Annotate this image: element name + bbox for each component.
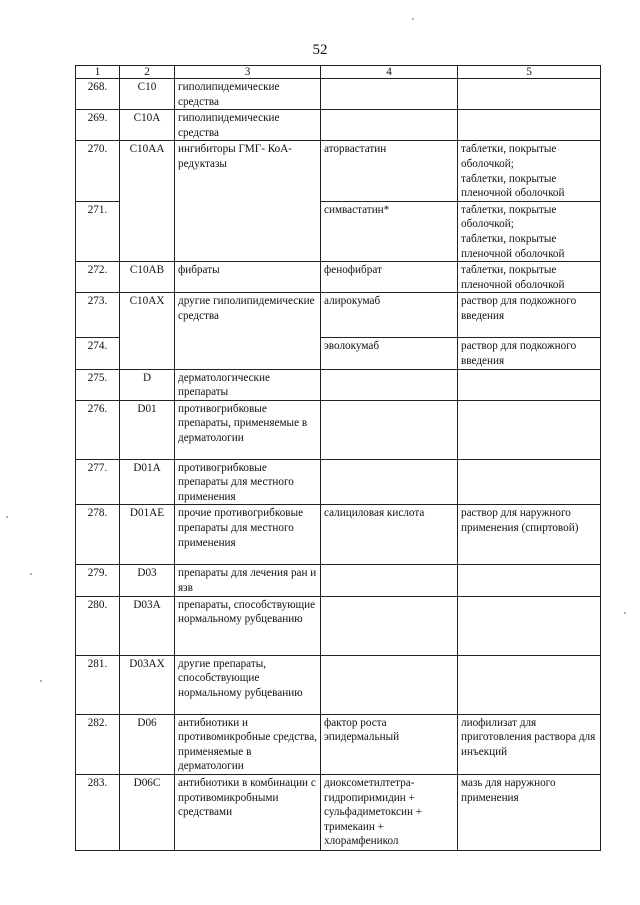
table-row — [76, 369, 601, 400]
dosage-form-cell — [458, 596, 601, 655]
drug-name-cell — [321, 596, 458, 655]
atc-code-cell: C10AB — [120, 262, 175, 293]
dosage-form-cell: раствор для подкожного введения — [458, 293, 601, 338]
dosage-form-cell — [458, 565, 601, 596]
group-name-cell: препараты для лечения ран и язв — [175, 565, 321, 596]
scan-speck — [40, 680, 42, 682]
table-header-row — [76, 66, 601, 79]
group-name-cell: фибраты — [175, 262, 321, 293]
row-number-cell: 271. — [76, 201, 120, 261]
row-number-cell: 281. — [76, 655, 120, 714]
dosage-form-cell — [458, 369, 601, 400]
row-number-cell: 282. — [76, 714, 120, 774]
group-name-cell: ингибиторы ГМГ- КоА-редуктазы — [175, 141, 321, 262]
atc-code-cell: D — [120, 369, 175, 400]
drug-name-cell: алирокумаб — [321, 293, 458, 338]
table-row — [76, 400, 601, 459]
row-number-cell: 273. — [76, 293, 120, 338]
table-row — [76, 596, 601, 655]
drug-name-cell — [321, 400, 458, 459]
column-header: 5 — [458, 66, 601, 79]
drug-name-cell — [321, 369, 458, 400]
atc-code-cell: C10 — [120, 79, 175, 110]
atc-code-cell: D03AX — [120, 655, 175, 714]
group-name-cell: препараты, способствующие нормальному рубцеванию — [175, 596, 321, 655]
table-row — [76, 459, 601, 505]
drug-name-cell — [321, 459, 458, 505]
group-name-cell: другие препараты, способствующие нормальному рубцеванию — [175, 655, 321, 714]
dosage-form-cell — [458, 110, 601, 141]
drug-name-cell — [321, 565, 458, 596]
table-row — [76, 775, 601, 851]
atc-code-cell: D06C — [120, 775, 175, 851]
drug-name-cell: симвастатин* — [321, 201, 458, 261]
drug-name-cell: диоксометилтетра-гидропиримидин + сульфадиметоксин + тримекаин + хлорамфеникол — [321, 775, 458, 851]
table-row — [76, 565, 601, 596]
atc-code-cell: D03A — [120, 596, 175, 655]
page-number: 52 — [312, 42, 328, 58]
table-row — [76, 79, 601, 110]
drug-table — [75, 65, 601, 851]
group-name-cell: другие гиполипидемические средства — [175, 293, 321, 369]
group-name-cell: антибиотики и противомикробные средства, применяемые в дерматологии — [175, 714, 321, 774]
column-header: 2 — [120, 66, 175, 79]
row-number-cell: 280. — [76, 596, 120, 655]
row-number-cell: 270. — [76, 141, 120, 201]
drug-name-cell — [321, 79, 458, 110]
drug-name-cell: аторвастатин — [321, 141, 458, 201]
table-body — [76, 79, 601, 851]
atc-code-cell: D03 — [120, 565, 175, 596]
table-row — [76, 655, 601, 714]
atc-code-cell: D01A — [120, 459, 175, 505]
dosage-form-cell: таблетки, покрытые оболочкой; таблетки, покрытые пленочной оболочкой — [458, 201, 601, 261]
drug-name-cell: салициловая кислота — [321, 505, 458, 565]
drug-name-cell: фактор роста эпидермальный — [321, 714, 458, 774]
group-name-cell: противогрибковые препараты, применяемые в дерматологии — [175, 400, 321, 459]
table-row — [76, 293, 601, 338]
table-row — [76, 141, 601, 201]
atc-code-cell: C10AA — [120, 141, 175, 262]
dosage-form-cell: раствор для подкожного введения — [458, 338, 601, 369]
row-number-cell: 272. — [76, 262, 120, 293]
row-number-cell: 283. — [76, 775, 120, 851]
drug-name-cell: фенофибрат — [321, 262, 458, 293]
group-name-cell: противогрибковые препараты для местного применения — [175, 459, 321, 505]
atc-code-cell: D01AE — [120, 505, 175, 565]
dosage-form-cell: мазь для наружного применения — [458, 775, 601, 851]
row-number-cell: 278. — [76, 505, 120, 565]
group-name-cell: антибиотики в комбинации с противомикробными средствами — [175, 775, 321, 851]
scan-speck — [30, 573, 32, 575]
column-header: 3 — [175, 66, 321, 79]
atc-code-cell: C10AX — [120, 293, 175, 369]
row-number-cell: 276. — [76, 400, 120, 459]
atc-code-cell: C10A — [120, 110, 175, 141]
drug-name-cell — [321, 655, 458, 714]
atc-code-cell: D06 — [120, 714, 175, 774]
dosage-form-cell — [458, 459, 601, 505]
scan-speck — [412, 18, 414, 20]
dosage-form-cell: таблетки, покрытые оболочкой; таблетки, покрытые пленочной оболочкой — [458, 141, 601, 201]
scan-speck — [624, 612, 626, 614]
row-number-cell: 279. — [76, 565, 120, 596]
dosage-form-cell: таблетки, покрытые пленочной оболочкой — [458, 262, 601, 293]
table-row — [76, 714, 601, 774]
drug-name-cell — [321, 110, 458, 141]
dosage-form-cell: раствор для наружного применения (спиртовой) — [458, 505, 601, 565]
table-row — [76, 262, 601, 293]
dosage-form-cell — [458, 400, 601, 459]
group-name-cell: прочие противогрибковые препараты для местного применения — [175, 505, 321, 565]
column-header: 4 — [321, 66, 458, 79]
row-number-cell: 268. — [76, 79, 120, 110]
column-header: 1 — [76, 66, 120, 79]
drug-name-cell: эволокумаб — [321, 338, 458, 369]
atc-code-cell: D01 — [120, 400, 175, 459]
dosage-form-cell: лиофилизат для приготовления раствора для инъекций — [458, 714, 601, 774]
group-name-cell: гиполипидемические средства — [175, 110, 321, 141]
scan-speck — [6, 516, 8, 518]
row-number-cell: 269. — [76, 110, 120, 141]
row-number-cell: 277. — [76, 459, 120, 505]
row-number-cell: 275. — [76, 369, 120, 400]
dosage-form-cell — [458, 655, 601, 714]
table-row — [76, 110, 601, 141]
dosage-form-cell — [458, 79, 601, 110]
table-row — [76, 505, 601, 565]
group-name-cell: гиполипидемические средства — [175, 79, 321, 110]
row-number-cell: 274. — [76, 338, 120, 369]
group-name-cell: дерматологические препараты — [175, 369, 321, 400]
